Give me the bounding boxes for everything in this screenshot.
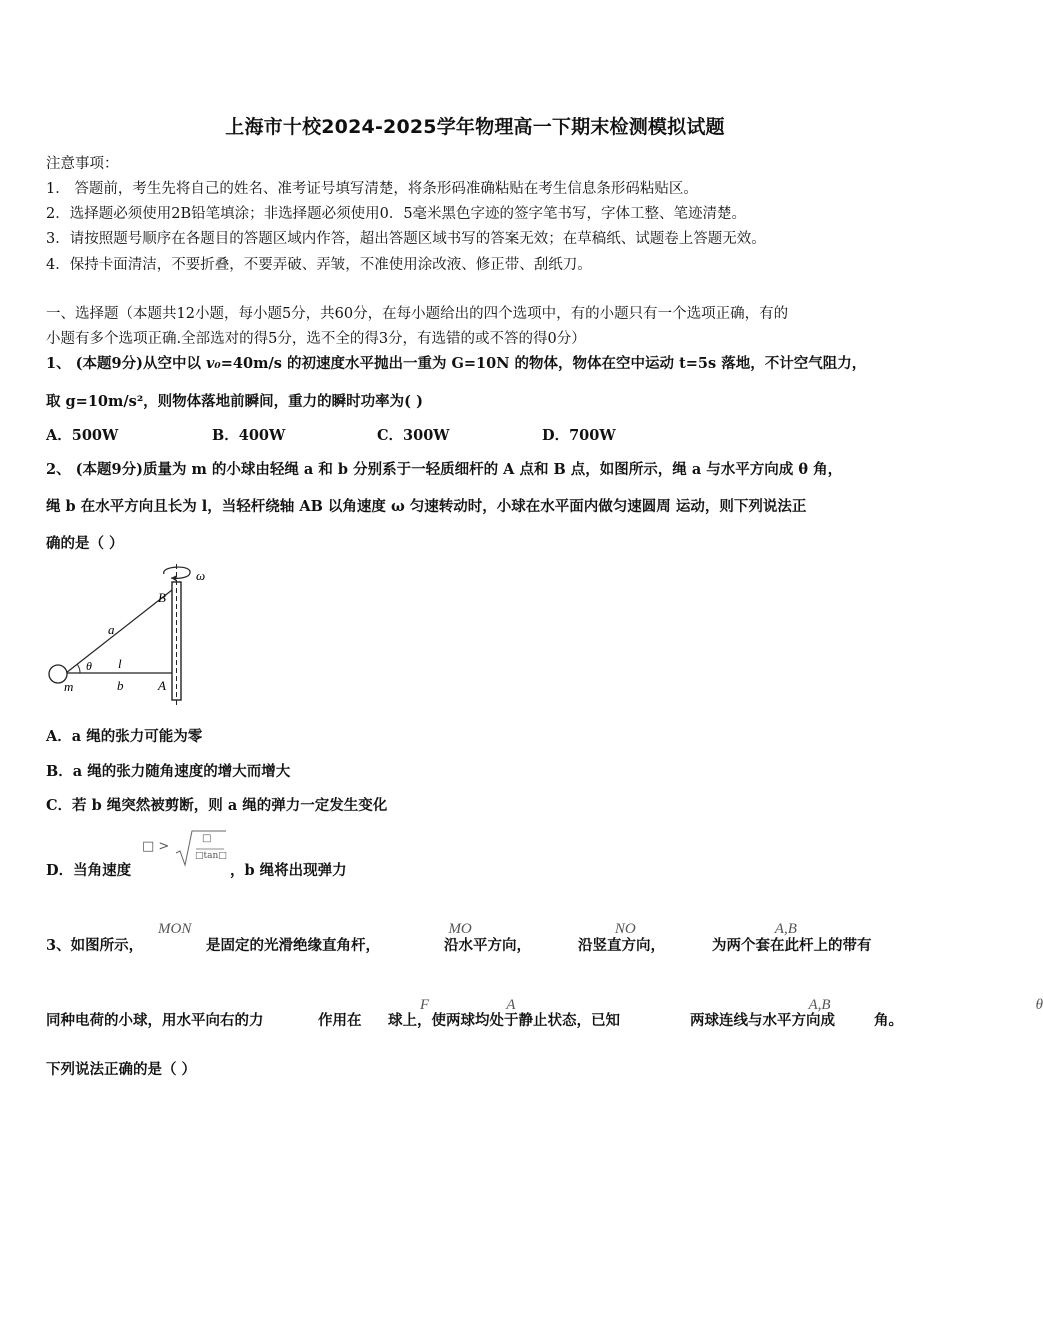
q1-line1-b: =40m/s 的初速度水平抛出一重为 G=10N 的物体，物体在空中运动 t=5s 落地，不计空气阻力， <box>220 355 867 372</box>
q3-line2-e: 角。 <box>874 1012 903 1029</box>
section-heading-line2: 小题有多个选项正确.全部选对的得5分，选不全的得3分，有选错的或不答的得0分） <box>46 331 586 347</box>
q3-line2-a: 同种电荷的小球，用水平向右的力 <box>46 1012 264 1029</box>
notes-item-2: 2．选择题必须使用2B铅笔填涂；非选择题必须使用0．5毫米黑色字迹的签字笔书写，字体工整、笔迹清楚。 <box>46 206 747 222</box>
q3-math-mo: MO <box>448 921 472 937</box>
q2-option-d-post: ，b 绳将出现弹力 <box>230 862 347 879</box>
label-B: B <box>158 590 166 605</box>
q1-line1 <box>46 352 866 373</box>
notes-item-3: 3．请按照题号顺序在各题目的答题区域内作答，超出答题区域书写的答案无效；在草稿纸、试题卷上答题无效。 <box>46 231 766 247</box>
notes-heading: 注意事项： <box>46 156 119 172</box>
q2-line2: 绳 b 在水平方向且长为 l，当轻杆绕轴 AB 以角速度 ω 匀速转动时，小球在水平面内做匀速圆周 运动，则下列说法正 <box>46 498 807 515</box>
rotation-arrowhead-icon <box>171 575 177 581</box>
q3-math-a: A <box>506 997 516 1013</box>
angle-arc <box>77 664 80 673</box>
q3-math-mon: MON <box>158 921 192 937</box>
label-theta: θ <box>86 659 92 673</box>
q1-velocity-symbol: v₀ <box>206 355 221 372</box>
formula-lhs: □ > <box>142 839 170 854</box>
q3-math-ab: A,B <box>774 921 797 937</box>
q3-line1-a: 3、如图所示， <box>46 937 144 954</box>
q2-option-d-pre: D．当角速度 <box>46 862 132 879</box>
q1-option-a: A．500W <box>46 427 119 444</box>
q1-option-d: D．700W <box>542 427 616 444</box>
section-heading-line1: 一、选择题（本题共12小题，每小题5分，共60分，在每小题给出的四个选项中，有的小题只有一个选项正确，有的 <box>46 306 789 322</box>
formula-numerator: □ <box>202 833 212 844</box>
label-l: l <box>118 656 122 671</box>
q3-line2-c: 球上，使两球均处于静止状态，已知 <box>388 1012 620 1029</box>
q3-line1-b: 是固定的光滑绝缘直角杆， <box>206 937 380 954</box>
label-b: b <box>117 678 124 693</box>
q3-line1-d: 沿竖直方向， <box>578 937 665 954</box>
q2-option-c: C．若 b 绳突然被剪断，则 a 绳的弹力一定发生变化 <box>46 797 388 814</box>
q3-math-theta: θ <box>1035 997 1043 1013</box>
page-title: 上海市十校2024-2025学年物理高一下期末检测模拟试题 <box>225 116 725 138</box>
q2-line3: 确的是（ ） <box>46 535 124 552</box>
q2-line1: 2、 (本题9分)质量为 m 的小球由轻绳 a 和 b 分别系于一轻质细杆的 A 点和 B 点，如图所示，绳 a 与水平方向成 θ 角， <box>46 461 843 478</box>
q3-line1-e: 为两个套在此杆上的带有 <box>712 937 872 954</box>
q2-option-a: A．a 绳的张力可能为零 <box>46 728 203 745</box>
q3-math-no: NO <box>614 921 636 937</box>
q1-option-c: C．300W <box>377 427 450 444</box>
label-m: m <box>64 679 74 694</box>
q2-option-d-formula <box>142 829 226 869</box>
notes-item-1: 1． 答题前，考生先将自己的姓名、准考证号填写清楚，将条形码准确粘贴在考生信息条形码粘贴区。 <box>46 181 698 197</box>
q3-math-ab2: A,B <box>808 997 831 1013</box>
label-a: a <box>108 622 115 637</box>
q1-line2: 取 g=10m/s²，则物体落地前瞬间，重力的瞬时功率为( ) <box>46 393 423 410</box>
q3-math-f: F <box>419 997 430 1013</box>
formula-denominator: □tan□ <box>195 851 227 861</box>
q3-line3: 下列说法正确的是（ ） <box>46 1061 197 1078</box>
q2-option-b: B．a 绳的张力随角速度的增大而增大 <box>46 763 291 780</box>
q3-line2-b: 作用在 <box>318 1012 362 1029</box>
q2-figure <box>40 560 230 710</box>
q3-line1-c: 沿水平方向， <box>444 937 531 954</box>
q1-option-b: B．400W <box>212 427 286 444</box>
sqrt-sign-icon <box>174 829 226 869</box>
q1-line1-a: 1、 (本题9分)从空中以 <box>46 355 206 372</box>
label-A: A <box>158 678 166 693</box>
q3-line2-d: 两球连线与水平方向成 <box>690 1012 835 1029</box>
label-omega: ω <box>196 568 206 583</box>
notes-item-4: 4．保持卡面清洁，不要折叠，不要弄破、弄皱，不准使用涂改液、修正带、刮纸刀。 <box>46 257 592 273</box>
